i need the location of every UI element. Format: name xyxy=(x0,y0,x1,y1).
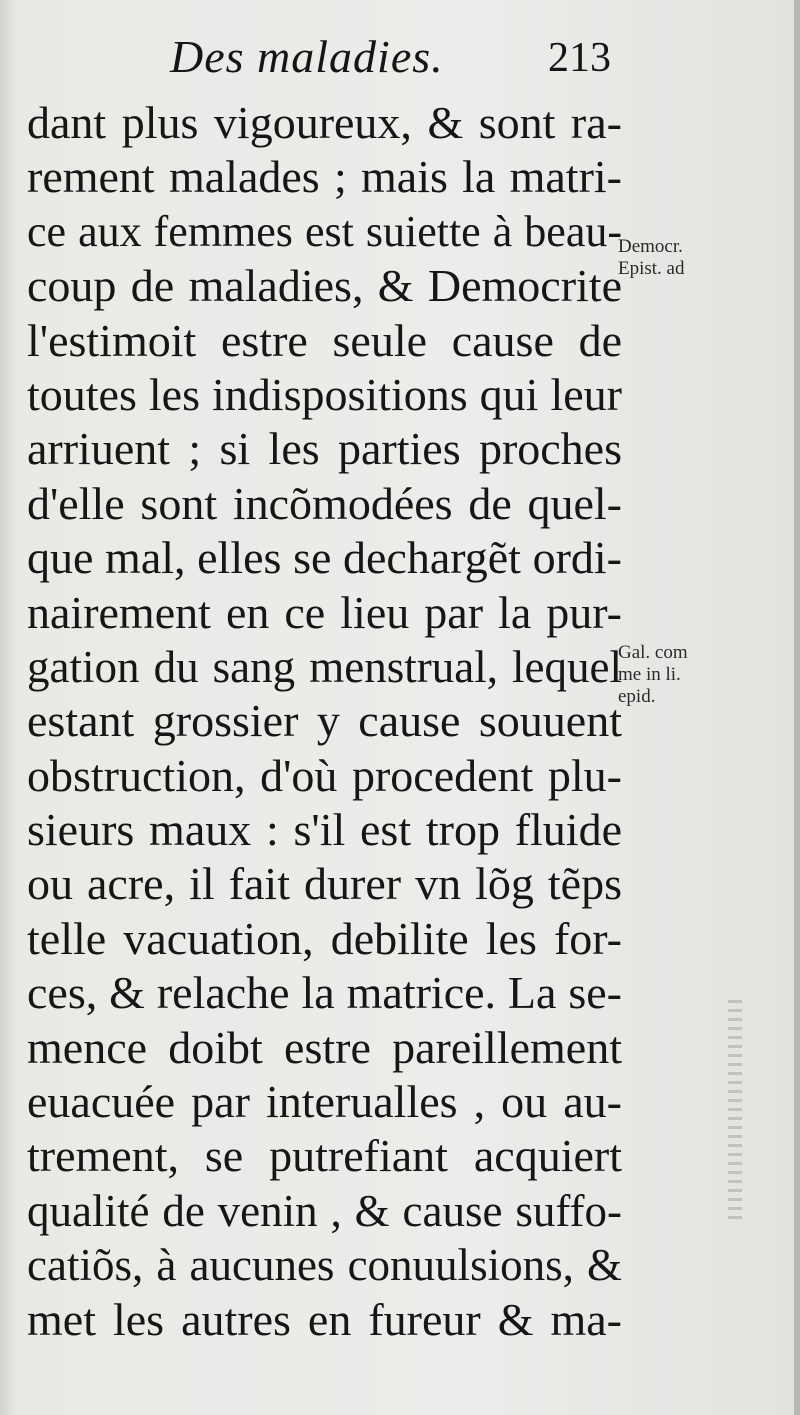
text-line: mence doibt estre pareillement xyxy=(27,1021,622,1073)
running-title: Des maladies. xyxy=(170,31,444,82)
marginal-note-galen xyxy=(618,642,688,708)
marginal-note-line: Epist. ad xyxy=(618,258,685,279)
show-through-ink xyxy=(728,1000,742,1220)
text-line: telle vacuation, debilite les for- xyxy=(27,912,622,964)
text-line: qualité de venin , & cause suffo- xyxy=(27,1185,622,1236)
page-number: 213 xyxy=(548,35,611,81)
text-line: coup de maladies, & Democrite xyxy=(27,260,622,312)
text-line: ou acre, il fait durer vn lõg tẽps xyxy=(27,858,622,910)
marginal-note-line: epid. xyxy=(618,686,656,707)
text-line: gation du sang menstrual, lequel xyxy=(27,641,622,692)
text-line: nairement en ce lieu par la pur- xyxy=(27,586,622,638)
text-line: met les autres en fureur & ma- xyxy=(27,1293,622,1345)
main-text xyxy=(27,96,622,1347)
marginal-note-democritus xyxy=(618,236,685,280)
marginal-note-line: Gal. com xyxy=(618,642,688,663)
marginal-note-line: Democr. xyxy=(618,236,683,257)
page-edge xyxy=(794,0,800,1415)
text-line: que mal, elles se dechargẽt ordi- xyxy=(27,532,622,584)
text-line: obstruction, d'où procedent plu- xyxy=(27,749,622,801)
text-line: d'elle sont incõmodées de quel- xyxy=(27,477,622,529)
text-line: l'estimoit estre seule cause de xyxy=(27,314,622,366)
marginal-note-line: me in li. xyxy=(618,664,681,685)
text-line: ce aux femmes est suiette à beau- xyxy=(27,206,622,256)
text-line: rement malades ; mais la matri- xyxy=(27,151,622,203)
text-line: arriuent ; si les parties proches xyxy=(27,423,622,475)
text-line: sieurs maux : s'il est trop fluide xyxy=(27,804,622,856)
text-line: ces, & relache la matrice. La se- xyxy=(27,967,622,1019)
text-line: toutes les indispositions qui leur xyxy=(27,368,622,420)
text-line: catiõs, à aucunes conuulsions, & xyxy=(27,1240,622,1291)
text-line: trement, se putrefiant acquiert xyxy=(27,1130,622,1182)
text-line: euacuée par interualles , ou au- xyxy=(27,1076,622,1128)
text-line: estant grossier y cause souuent xyxy=(27,695,622,747)
text-line: dant plus vigoureux, & sont ra- xyxy=(27,97,622,148)
